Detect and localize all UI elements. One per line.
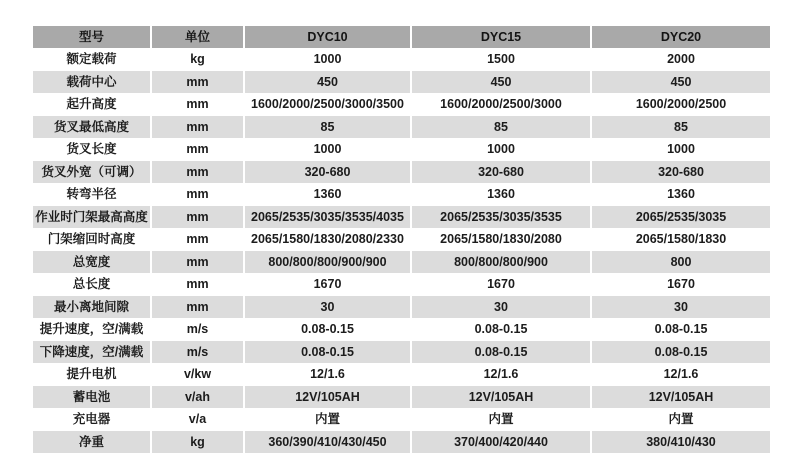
row-value-cell-dyc10: 0.08-0.15 [245, 319, 410, 341]
row-value-cell-dyc10: 1670 [245, 274, 410, 296]
row-value-cell-dyc20: 1670 [592, 274, 770, 296]
row-unit-cell: v/a [152, 409, 243, 431]
row-label-cell: 货叉最低高度 [33, 116, 150, 138]
row-unit-cell: mm [152, 71, 243, 93]
row-value-cell-dyc20: 2000 [592, 49, 770, 71]
row-unit-cell: mm [152, 184, 243, 206]
header-cell-dyc15: DYC15 [412, 26, 590, 48]
row-value-cell-dyc20: 380/410/430 [592, 431, 770, 453]
row-unit-cell: m/s [152, 319, 243, 341]
row-value-cell-dyc10: 1600/2000/2500/3000/3500 [245, 94, 410, 116]
header-cell-model: 型号 [33, 26, 150, 48]
row-value-cell-dyc20: 0.08-0.15 [592, 341, 770, 363]
row-label-cell: 货叉长度 [33, 139, 150, 161]
row-value-cell-dyc20: 1360 [592, 184, 770, 206]
row-value-cell-dyc10: 360/390/410/430/450 [245, 431, 410, 453]
row-value-cell-dyc20: 1600/2000/2500 [592, 94, 770, 116]
row-value-cell-dyc20: 320-680 [592, 161, 770, 183]
row-label-cell: 净重 [33, 431, 150, 453]
row-value-cell-dyc15: 30 [412, 296, 590, 318]
row-unit-cell: mm [152, 206, 243, 228]
row-value-cell-dyc10: 2065/2535/3035/3535/4035 [245, 206, 410, 228]
row-unit-cell: mm [152, 296, 243, 318]
row-value-cell-dyc10: 内置 [245, 409, 410, 431]
row-unit-cell: m/s [152, 341, 243, 363]
row-value-cell-dyc15: 0.08-0.15 [412, 319, 590, 341]
row-value-cell-dyc10: 450 [245, 71, 410, 93]
row-value-cell-dyc20: 12/1.6 [592, 364, 770, 386]
row-label-cell: 额定载荷 [33, 49, 150, 71]
row-value-cell-dyc20: 2065/2535/3035 [592, 206, 770, 228]
row-value-cell-dyc10: 1360 [245, 184, 410, 206]
row-label-cell: 货叉外宽（可调） [33, 161, 150, 183]
row-value-cell-dyc10: 12/1.6 [245, 364, 410, 386]
row-value-cell-dyc10: 85 [245, 116, 410, 138]
row-value-cell-dyc15: 0.08-0.15 [412, 341, 590, 363]
row-label-cell: 提升速度，空/满载 [33, 319, 150, 341]
spec-table [33, 26, 770, 453]
row-value-cell-dyc20: 1000 [592, 139, 770, 161]
row-value-cell-dyc10: 12V/105AH [245, 386, 410, 408]
row-label-cell: 下降速度，空/满载 [33, 341, 150, 363]
row-value-cell-dyc15: 内置 [412, 409, 590, 431]
row-unit-cell: mm [152, 116, 243, 138]
row-unit-cell: mm [152, 274, 243, 296]
row-value-cell-dyc20: 内置 [592, 409, 770, 431]
header-cell-unit: 单位 [152, 26, 243, 48]
row-unit-cell: kg [152, 49, 243, 71]
row-value-cell-dyc15: 2065/1580/1830/2080 [412, 229, 590, 251]
row-value-cell-dyc20: 450 [592, 71, 770, 93]
row-value-cell-dyc15: 2065/2535/3035/3535 [412, 206, 590, 228]
row-unit-cell: mm [152, 94, 243, 116]
row-label-cell: 总长度 [33, 274, 150, 296]
row-unit-cell: v/kw [152, 364, 243, 386]
header-cell-dyc10: DYC10 [245, 26, 410, 48]
row-label-cell: 提升电机 [33, 364, 150, 386]
row-value-cell-dyc15: 800/800/800/900 [412, 251, 590, 273]
row-value-cell-dyc15: 1600/2000/2500/3000 [412, 94, 590, 116]
row-value-cell-dyc15: 450 [412, 71, 590, 93]
row-value-cell-dyc10: 320-680 [245, 161, 410, 183]
row-value-cell-dyc10: 1000 [245, 139, 410, 161]
header-cell-dyc20: DYC20 [592, 26, 770, 48]
row-value-cell-dyc20: 2065/1580/1830 [592, 229, 770, 251]
row-value-cell-dyc20: 0.08-0.15 [592, 319, 770, 341]
row-label-cell: 作业时门架最高高度 [33, 206, 150, 228]
row-value-cell-dyc15: 320-680 [412, 161, 590, 183]
row-unit-cell: v/ah [152, 386, 243, 408]
row-value-cell-dyc15: 1360 [412, 184, 590, 206]
row-label-cell: 起升高度 [33, 94, 150, 116]
row-value-cell-dyc15: 1000 [412, 139, 590, 161]
row-value-cell-dyc10: 0.08-0.15 [245, 341, 410, 363]
row-label-cell: 门架缩回时高度 [33, 229, 150, 251]
row-value-cell-dyc15: 85 [412, 116, 590, 138]
row-label-cell: 充电器 [33, 409, 150, 431]
row-unit-cell: mm [152, 161, 243, 183]
row-value-cell-dyc10: 1000 [245, 49, 410, 71]
row-value-cell-dyc15: 1670 [412, 274, 590, 296]
row-label-cell: 转弯半径 [33, 184, 150, 206]
row-unit-cell: mm [152, 229, 243, 251]
row-value-cell-dyc15: 370/400/420/440 [412, 431, 590, 453]
row-label-cell: 最小离地间隙 [33, 296, 150, 318]
row-value-cell-dyc10: 800/800/800/900/900 [245, 251, 410, 273]
row-label-cell: 载荷中心 [33, 71, 150, 93]
row-value-cell-dyc20: 30 [592, 296, 770, 318]
row-value-cell-dyc10: 30 [245, 296, 410, 318]
row-value-cell-dyc20: 800 [592, 251, 770, 273]
row-label-cell: 蓄电池 [33, 386, 150, 408]
row-unit-cell: kg [152, 431, 243, 453]
row-value-cell-dyc10: 2065/1580/1830/2080/2330 [245, 229, 410, 251]
row-label-cell: 总宽度 [33, 251, 150, 273]
row-value-cell-dyc20: 85 [592, 116, 770, 138]
row-value-cell-dyc15: 12/1.6 [412, 364, 590, 386]
row-value-cell-dyc20: 12V/105AH [592, 386, 770, 408]
row-unit-cell: mm [152, 251, 243, 273]
row-value-cell-dyc15: 1500 [412, 49, 590, 71]
row-unit-cell: mm [152, 139, 243, 161]
row-value-cell-dyc15: 12V/105AH [412, 386, 590, 408]
